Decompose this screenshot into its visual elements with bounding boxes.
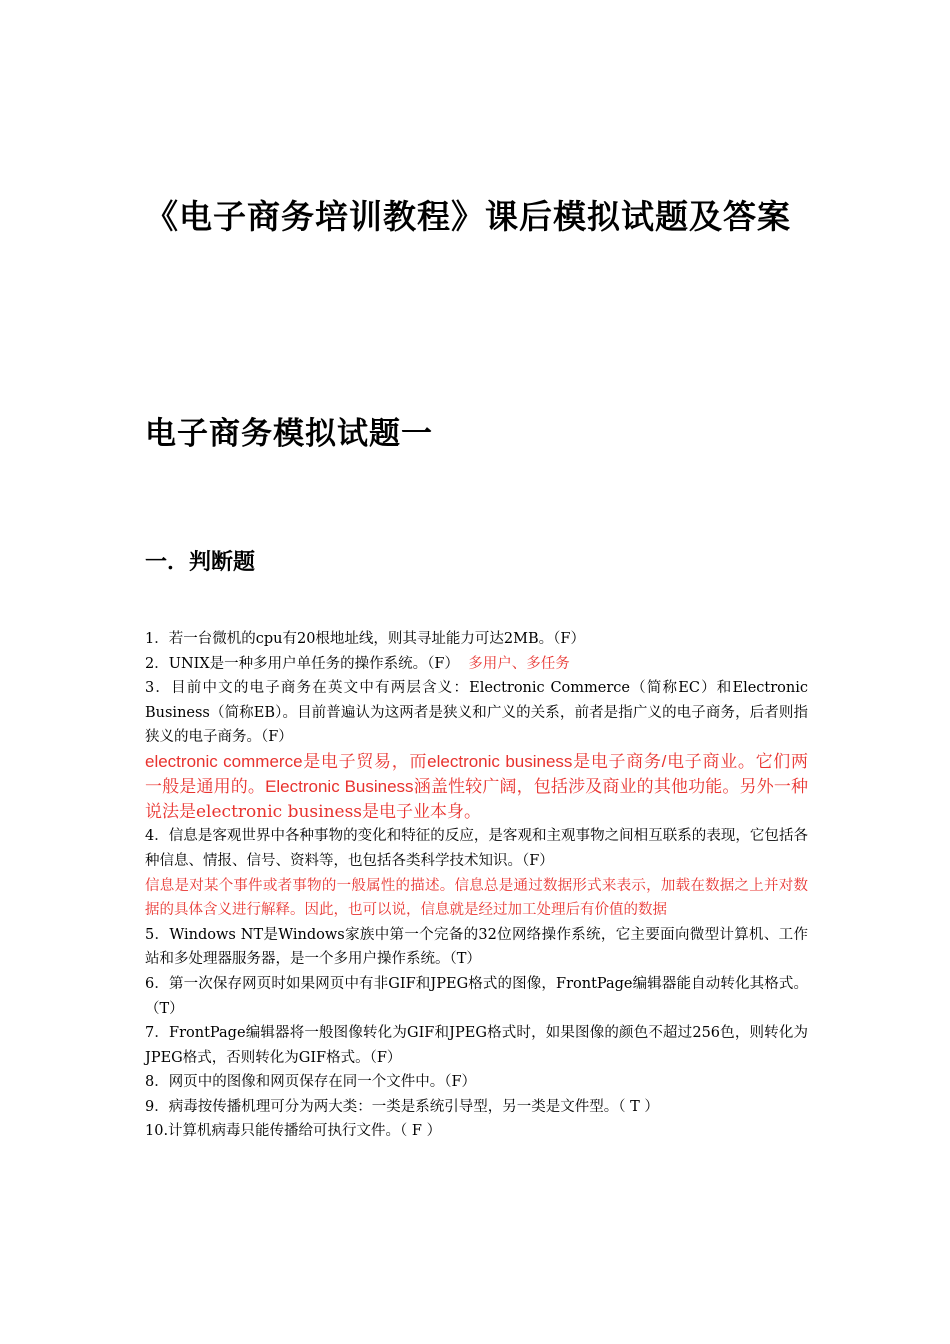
question-4-text: 4．信息是客观世界中各种事物的变化和特征的反应，是客观和主观事物之间相互联系的表现，它包括各种信息、情报、信号、资料等，也包括各类科学技术知识。（F）	[145, 828, 808, 869]
question-10	[145, 1119, 808, 1144]
question-1-text: 1．若一台微机的cpu有20根地址线，则其寻址能力可达2MB。（F）	[145, 631, 585, 647]
question-4	[145, 824, 808, 873]
question-4-note: 信息是对某个事件或者事物的一般属性的描述。信息总是通过数据形式来表示，加载在数据之上并对数据的具体含义进行解释。因此，也可以说，信息就是经过加工处理后有价值的数据	[145, 877, 808, 919]
q3-note-part5: /	[661, 751, 667, 771]
q3-note-part2: 是电子贸易，而	[302, 751, 428, 772]
question-3-text: 3．目前中文的电子商务在英文中有两层含义：Electronic Commerce（简称EC）和Electronic Business（简称EB）。目前普遍认为这两者是狭义和广义的关系，前者是指广义的电子商务，后者则指狭义的电子商务。（F）	[145, 680, 808, 746]
question-5-text: 5．Windows NT是Windows家族中第一个完备的32位网络操作系统，它主要面向微型计算机、工作站和多处理器服务器，是一个多用户操作系统。（T）	[145, 926, 808, 968]
question-8	[145, 1070, 808, 1095]
question-6-text: 6．第一次保存网页时如果网页中有非GIF和JPEG格式的图像，FrontPage编辑器能自动转化其格式。（T）	[145, 975, 808, 1017]
question-7-text: 7．FrontPage编辑器将一般图像转化为GIF和JPEG格式时，如果图像的颜色不超过256色，则转化为JPEG格式，否则转化为GIF格式。（F）	[145, 1025, 808, 1066]
question-10-text: 10.计算机病毒只能传播给可执行文件。（ F ）	[145, 1123, 442, 1140]
question-7	[145, 1021, 808, 1070]
question-5	[145, 923, 808, 972]
question-2-note: 多用户、多任务	[468, 655, 570, 672]
question-1	[145, 627, 808, 652]
question-3-note	[145, 750, 808, 824]
section-heading-true-false: 一．判断题	[145, 550, 256, 575]
q3-note-part6: 电子商业。它们两一般是通用的。	[145, 751, 809, 797]
question-list	[145, 627, 808, 1144]
question-6	[145, 972, 808, 1021]
question-3	[145, 676, 808, 750]
question-9	[145, 1095, 808, 1120]
q3-note-part8: 涵盖性较广阔，包括涉及商业的其他功能。另外一种说法是electronic business是电子业本身。	[145, 776, 809, 822]
q3-note-part7: Electronic Business	[265, 776, 414, 796]
question-2	[145, 652, 808, 677]
q3-note-part3: electronic business	[427, 751, 573, 771]
question-9-text: 9．病毒按传播机理可分为两大类：一类是系统引导型，另一类是文件型。（ T ）	[145, 1098, 659, 1115]
document-title: 《电子商务培训教程》课后模拟试题及答案	[145, 197, 791, 236]
question-8-text: 8．网页中的图像和网页保存在同一个文件中。（F）	[145, 1074, 477, 1091]
question-2-text: 2．UNIX是一种多用户单任务的操作系统。（F）	[145, 655, 459, 672]
q3-note-part1: electronic commerce	[145, 751, 303, 771]
exam-subtitle: 电子商务模拟试题一	[145, 416, 433, 452]
q3-note-part4: 是电子商务	[572, 751, 662, 772]
